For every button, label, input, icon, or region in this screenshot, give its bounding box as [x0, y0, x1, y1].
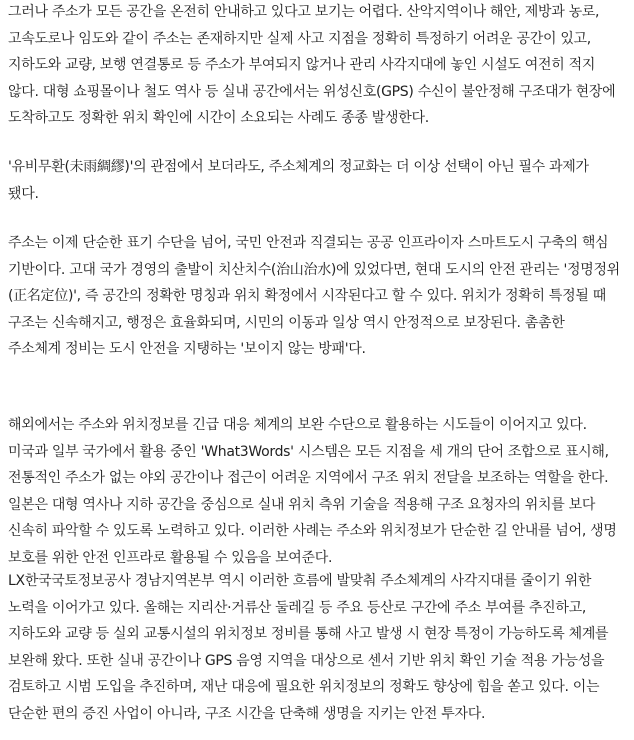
article-paragraph-4: 해외에서는 주소와 위치정보를 긴급 대응 체계의 보완 수단으로 활용하는 시도들이 이어지고 있다. 미국과 일부 국가에서 활용 중인 'What3Words' 시스템은 모든 지점을 세 개의 단어 조합으로 표시해, 전통적인 주소가 없는 야외 공간이나 접근이 어려운 지역에서 구조 위치 전달을 보조하는 역할을 한다. 일본은 대형 역사나 지하 공간을 중심으로 실내 위치 측위 기술을 적용해 구조 요청자의 위치를 보다 신속히 파악할 수 있도록 노력하고 있다. 이러한 사례는 주소와 위치정보가 단순한 길 안내를 넘어, 생명 보호를 위한 안전 인프라로 활용될 수 있음을 보여준다. [8, 417, 617, 566]
article-paragraph-1: 그러나 주소가 모든 공간을 온전히 안내하고 있다고 보기는 어렵다. 산악지역이나 해안, 제방과 농로, 고속도로나 임도와 같이 주소는 존재하지만 실제 사고 지점을 정확히 특정하기 어려운 공간이 있고, 지하도와 교량, 보행 연결통로 등 주소가 부여되지 않거나 관리 사각지대에 놓인 시설도 여전히 적지 않다. 대형 쇼핑몰이나 철도 역사 등 실내 공간에서는 위성신호(GPS) 수신이 불안정해 구조대가 현장에 도착하고도 정확한 위치 확인에 시간이 소요되는 사례도 종종 발생한다. [8, 4, 616, 126]
article-paragraph-3: 주소는 이제 단순한 표기 수단을 넘어, 국민 안전과 직결되는 공공 인프라이자 스마트도시 구축의 핵심 기반이다. 고대 국가 경영의 출발이 치산치수(治山治水)에 있었다면, 현대 도시의 안전 관리는 '정명정위(正名定位)', 즉 공간의 정확한 명칭과 위치 확정에서 시작된다고 할 수 있다. 위치가 정확히 특정될 때 구조는 신속해지고, 행정은 효율화되며, 시민의 이동과 일상 역시 안정적으로 보장된다. 촘촘한 주소체계 정비는 도시 안전을 지탱하는 '보이지 않는 방패'다. [8, 235, 620, 357]
article-paragraph-2: '유비무환(未雨綢繆)'의 관점에서 보더라도, 주소체계의 정교화는 더 이상 선택이 아닌 필수 과제가 됐다. [8, 159, 589, 202]
article-paragraph-5: LX한국국토정보공사 경남지역본부 역시 이러한 흐름에 발맞춰 주소체계의 사각지대를 줄이기 위한 노력을 이어가고 있다. 올해는 지리산·거류산 둘레길 등 주요 등산로 구간에 주소 부여를 추진하고, 지하도와 교량 등 실외 교통시설의 위치정보 정비를 통해 사고 발생 시 현장 특정이 가능하도록 체계를 보완해 왔다. 또한 실내 공간이나 GPS 음영 지역을 대상으로 센서 기반 위치 확인 기술 적용 가능성을 검토하고 시범 도입을 추진하며, 재난 대응에 필요한 위치정보의 정확도 향상에 힘을 쏟고 있다. 이는 단순한 편의 증진 사업이 아니라, 구조 시간을 단축해 생명을 지키는 안전 투자다. [8, 573, 609, 722]
